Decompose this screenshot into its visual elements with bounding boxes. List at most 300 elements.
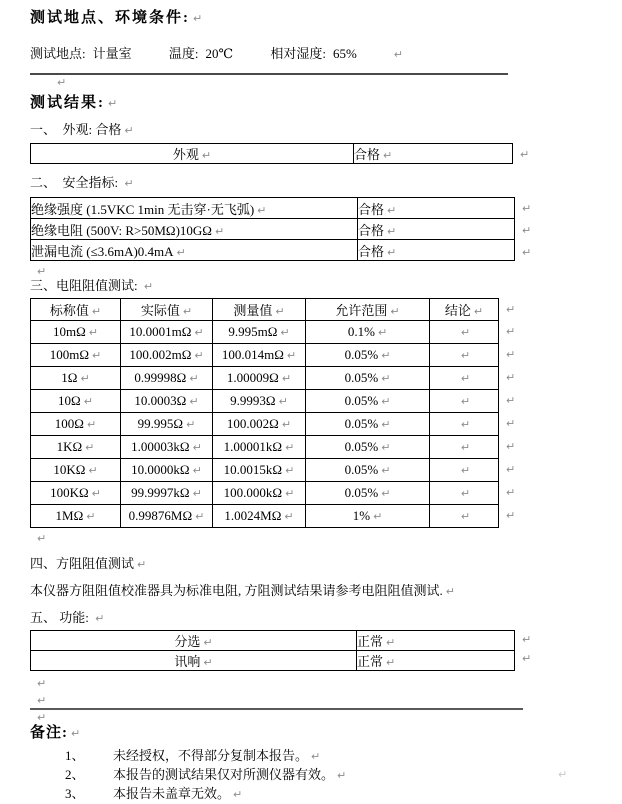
paragraph-mark: ↵: [91, 487, 101, 500]
paragraph-mark: ↵: [91, 305, 102, 318]
cell-text: 0.99876MΩ: [128, 508, 193, 523]
paragraph-mark: ↵: [387, 224, 397, 238]
paragraph-mark: ↵: [522, 633, 532, 646]
paragraph-mark: ↵: [386, 636, 396, 649]
paragraph-mark: ↵: [381, 418, 391, 431]
cell-text: 正常: [357, 654, 384, 669]
cell-text: 0.05%: [344, 439, 379, 454]
paragraph-mark: ↵: [522, 652, 532, 665]
table-row: [31, 631, 515, 651]
cell-text: 外观: [172, 147, 199, 162]
table-row: [31, 651, 515, 671]
empty-paragraph: [30, 710, 622, 722]
test-location: [30, 46, 132, 61]
table-cell: [213, 459, 306, 482]
paragraph-mark: ↵: [381, 349, 391, 362]
paragraph-mark: ↵: [473, 305, 484, 318]
test-location-label: 测试地点:: [30, 46, 86, 61]
table-cell: [31, 144, 354, 164]
cell-text: 100.002mΩ: [129, 347, 192, 362]
cell-text: 100mΩ: [49, 347, 90, 362]
paragraph-mark: ↵: [460, 464, 471, 477]
cell-text: 100KΩ: [50, 485, 89, 500]
section4-heading-text: 四、方阻阻值测试: [30, 556, 135, 571]
paragraph-mark: ↵: [445, 585, 455, 598]
paragraph-mark: ↵: [57, 76, 67, 89]
table-cell: [121, 505, 213, 528]
table-cell: [306, 390, 430, 413]
table-cell: [213, 321, 306, 344]
paragraph-mark: ↵: [88, 326, 98, 339]
table-cell: [430, 390, 499, 413]
row-end-marks: [503, 298, 515, 527]
paragraph-mark: ↵: [83, 395, 93, 408]
table-cell: [354, 144, 513, 164]
table-cell: [31, 198, 358, 219]
empty-paragraph: [30, 264, 622, 277]
table-row: [31, 436, 499, 459]
paragraph-mark: ↵: [285, 441, 295, 454]
paragraph-mark: ↵: [37, 265, 47, 278]
table-cell: [213, 436, 306, 459]
row-end-marks: [519, 197, 531, 263]
remark-text: 本报告的测试结果仅对所测仪器有效。: [113, 767, 335, 782]
paragraph-mark: ↵: [377, 326, 388, 339]
paragraph-mark: ↵: [285, 487, 295, 500]
cell-text: 0.99998Ω: [134, 370, 187, 385]
mark-slot: [503, 343, 515, 366]
paragraph-mark: ↵: [192, 441, 202, 454]
header-cell: [31, 299, 121, 321]
paragraph-mark: ↵: [281, 418, 292, 431]
paragraph-mark: ↵: [383, 149, 393, 162]
paragraph-mark: ↵: [203, 656, 213, 669]
mark-slot: [519, 649, 531, 668]
section1-heading: [30, 121, 622, 139]
function-table-wrap: [30, 630, 622, 671]
paragraph-mark: ↵: [189, 395, 199, 408]
paragraph-mark: ↵: [192, 487, 202, 500]
cell-text: 9.9993Ω: [230, 393, 276, 408]
table-cell: [358, 198, 515, 219]
mark-slot: [503, 320, 515, 343]
table-cell: [121, 321, 213, 344]
empty-paragraph: [30, 531, 622, 545]
cell-text: 10.0001mΩ: [129, 324, 192, 339]
paragraph-mark: ↵: [37, 677, 47, 690]
paragraph-mark: ↵: [520, 147, 530, 161]
table-cell: [306, 413, 430, 436]
cell-text: 1.00003kΩ: [131, 439, 190, 454]
paragraph-mark: ↵: [390, 305, 400, 318]
cell-text: 分选: [174, 634, 201, 649]
paragraph-mark: ↵: [286, 349, 297, 362]
section2-heading-text: 二、 安全指标:: [30, 175, 122, 190]
cell-text: 0.05%: [344, 347, 379, 362]
table-cell: [121, 367, 213, 390]
cell-text: 1%: [352, 508, 371, 523]
table-cell: [430, 505, 499, 528]
paragraph-mark: ↵: [311, 750, 321, 763]
paragraph-mark: ↵: [280, 326, 290, 339]
cell-text: 绝缘电阻 (500V: R>50MΩ)10GΩ: [31, 222, 212, 238]
table-cell: [358, 240, 515, 261]
table-cell: [31, 321, 121, 344]
paragraph-mark: ↵: [214, 224, 225, 238]
appearance-table: [30, 143, 513, 164]
mark-slot: [503, 412, 515, 435]
paragraph-mark: ↵: [506, 440, 516, 453]
cell-text: 1.0024MΩ: [224, 508, 282, 523]
cell-text: 99.9997kΩ: [131, 485, 190, 500]
humidity-value: 65%: [332, 46, 357, 61]
table-cell: [31, 413, 121, 436]
cell-text: 10KΩ: [53, 462, 86, 477]
table-cell: [31, 367, 121, 390]
table-cell: [430, 344, 499, 367]
table-row: [31, 390, 499, 413]
cell-text: 0.05%: [344, 416, 379, 431]
remark-item: [30, 747, 622, 766]
mark-slot: [503, 389, 515, 412]
paragraph-mark: ↵: [182, 305, 193, 318]
table-row: [31, 198, 515, 219]
paragraph-mark: ↵: [124, 177, 134, 190]
section3-heading: [30, 277, 622, 295]
paragraph-mark: ↵: [460, 395, 471, 408]
paragraph-mark: ↵: [381, 464, 391, 477]
paragraph-mark: ↵: [506, 509, 516, 522]
cell-text: 合格: [354, 147, 381, 162]
remark-item: [30, 766, 622, 785]
table-cell: [213, 413, 306, 436]
cell-text: 泄漏电流 (≤3.6mA)0.4mA: [31, 243, 174, 259]
table-cell: [358, 219, 515, 240]
paragraph-mark: ↵: [460, 326, 471, 339]
paragraph-mark: ↵: [37, 694, 47, 707]
paragraph-mark: ↵: [186, 418, 196, 431]
paragraph-mark: ↵: [337, 769, 347, 782]
paragraph-mark: ↵: [203, 636, 213, 649]
paragraph-mark: ↵: [284, 510, 294, 523]
paragraph-mark: ↵: [506, 463, 516, 476]
table-cell: [31, 390, 121, 413]
cell-text: 合格: [358, 222, 385, 238]
mark-slot: [503, 458, 515, 481]
paragraph-mark: ↵: [460, 418, 471, 431]
header-cell: [213, 299, 306, 321]
cell-text: 10.0015kΩ: [223, 462, 283, 477]
header-text: 标称值: [49, 303, 89, 318]
table-cell: [306, 367, 430, 390]
table-row: [31, 459, 499, 482]
cell-text: 1.00009Ω: [226, 370, 279, 385]
paragraph-mark: ↵: [387, 245, 397, 259]
paragraph-mark: ↵: [386, 656, 396, 669]
remark-text: 未经授权，不得部分复制本报告。: [113, 748, 309, 763]
paragraph-mark: ↵: [381, 372, 391, 385]
table-cell: [121, 413, 213, 436]
table-cell: [31, 482, 121, 505]
table-row: [31, 344, 499, 367]
table-cell: [213, 390, 306, 413]
table-cell: [121, 436, 213, 459]
paragraph-mark: ↵: [257, 203, 267, 217]
paragraph-mark: ↵: [506, 486, 516, 499]
section4-note: [30, 582, 622, 600]
paragraph-mark: ↵: [233, 788, 243, 801]
section5-heading-text: 五、 功能:: [30, 610, 93, 625]
paragraph-mark: ↵: [80, 372, 90, 385]
table-cell: [31, 219, 358, 240]
resistance-table: [30, 298, 499, 528]
header-text: 测量值: [233, 303, 273, 318]
paragraph-mark: ↵: [192, 464, 202, 477]
table-row: [31, 321, 499, 344]
paragraph-mark: ↵: [460, 510, 471, 523]
cell-text: 合格: [358, 201, 385, 217]
cell-text: 1.00001kΩ: [223, 439, 283, 454]
paragraph-mark: ↵: [506, 417, 516, 430]
cell-text: 99.995Ω: [137, 416, 184, 431]
mark-slot: [503, 504, 515, 527]
table-cell: [430, 367, 499, 390]
table-cell: [306, 436, 430, 459]
paragraph-mark: ↵: [176, 245, 186, 259]
empty-paragraph: [30, 693, 622, 705]
table-cell: [213, 505, 306, 528]
environment-line: [30, 44, 622, 64]
paragraph-mark: ↵: [522, 223, 532, 237]
paragraph-mark: ↵: [194, 349, 204, 362]
table-cell: [430, 413, 499, 436]
paragraph-mark: ↵: [506, 325, 516, 338]
row-end-marks: [517, 143, 529, 165]
table-cell: [213, 482, 306, 505]
table-cell: [306, 344, 430, 367]
paragraph-mark: ↵: [37, 711, 47, 724]
results-title: 测试结果:: [30, 95, 105, 111]
table-row: [31, 367, 499, 390]
cell-text: 1Ω: [61, 370, 78, 385]
cell-text: 合格: [358, 243, 385, 259]
cell-text: 10mΩ: [53, 324, 86, 339]
paragraph-mark: ↵: [194, 326, 204, 339]
table-cell: [121, 482, 213, 505]
mark-slot: [503, 366, 515, 389]
row-end-marks: [519, 630, 531, 668]
humidity: [270, 46, 356, 61]
paragraph-mark: ↵: [143, 280, 154, 293]
cell-text: 10.0003Ω: [134, 393, 187, 408]
table-cell: [430, 459, 499, 482]
paragraph-mark: ↵: [558, 768, 568, 781]
table-cell: [430, 436, 499, 459]
paragraph-mark: ↵: [522, 201, 532, 215]
paragraph-mark: ↵: [460, 349, 471, 362]
cell-text: 100Ω: [54, 416, 84, 431]
header-cell: [430, 299, 499, 321]
table-cell: [430, 482, 499, 505]
mark-slot: [503, 435, 515, 458]
paragraph-mark: ↵: [88, 464, 98, 477]
results-title-line: [30, 93, 622, 114]
paragraph-mark: ↵: [137, 558, 147, 571]
paragraph-mark: ↵: [373, 510, 383, 523]
table-header-row: [31, 299, 499, 321]
humidity-label: 相对湿度:: [270, 46, 326, 61]
cell-text: 1KΩ: [56, 439, 83, 454]
table-cell: [213, 367, 306, 390]
section4-heading: [30, 555, 622, 573]
table-cell: [357, 631, 515, 651]
paragraph-mark: ↵: [381, 441, 391, 454]
remarks-title-line: [30, 723, 622, 744]
table-row: [31, 219, 515, 240]
paragraph-mark: ↵: [393, 48, 403, 61]
table-row: [31, 240, 515, 261]
section1-heading-text: 一、 外观: 合格: [30, 122, 122, 137]
table-cell: [306, 321, 430, 344]
table-cell: [306, 482, 430, 505]
section5-heading: [30, 609, 622, 627]
table-cell: [306, 505, 430, 528]
cell-text: 0.05%: [344, 370, 379, 385]
table-cell: [31, 459, 121, 482]
paragraph-mark: ↵: [460, 441, 471, 454]
paragraph-mark: ↵: [201, 149, 212, 162]
paragraph-mark: ↵: [281, 372, 292, 385]
paragraph-mark: ↵: [381, 395, 391, 408]
safety-table-wrap: [30, 197, 622, 263]
paragraph-mark: ↵: [522, 245, 532, 259]
table-cell: [31, 436, 121, 459]
header-text: 结论: [444, 303, 471, 318]
function-table: [30, 630, 515, 671]
table-cell: [31, 651, 357, 671]
table-cell: [31, 240, 358, 261]
table-row: [31, 505, 499, 528]
cell-text: 100.002Ω: [226, 416, 279, 431]
paragraph-mark: ↵: [37, 532, 47, 545]
paragraph-mark: ↵: [275, 305, 285, 318]
remark-number: 3、: [65, 786, 85, 801]
appearance-table-wrap: [30, 143, 622, 165]
mark-slot: [503, 298, 515, 320]
paragraph-mark: ↵: [506, 371, 516, 384]
paragraph-mark: ↵: [460, 487, 471, 500]
remark-text: 本报告未盖章无效。: [113, 786, 231, 801]
mark-slot: [519, 630, 531, 649]
cell-text: 0.05%: [344, 462, 379, 477]
table-cell: [213, 344, 306, 367]
table-row: [31, 482, 499, 505]
paragraph-mark: ↵: [285, 464, 295, 477]
paragraph-mark: ↵: [506, 394, 516, 407]
cell-text: 0.1%: [347, 324, 375, 339]
paragraph-mark: ↵: [71, 727, 81, 740]
paragraph-mark: ↵: [85, 441, 95, 454]
paragraph-mark: ↵: [387, 203, 397, 217]
cell-text: 100.014mΩ: [221, 347, 284, 362]
paragraph-mark: ↵: [86, 510, 96, 523]
table-cell: [121, 459, 213, 482]
table-cell: [430, 321, 499, 344]
cell-text: 0.05%: [344, 485, 379, 500]
table-cell: [357, 651, 515, 671]
paragraph-mark: ↵: [195, 510, 205, 523]
table-cell: [31, 505, 121, 528]
mark-slot: [503, 481, 515, 504]
table-cell: [31, 631, 357, 651]
mark-slot: [519, 241, 531, 263]
cell-text: 10Ω: [58, 393, 81, 408]
test-location-value: 计量室: [92, 46, 132, 61]
paragraph-mark: ↵: [278, 395, 288, 408]
paragraph-mark: ↵: [92, 349, 102, 362]
cell-text: 1MΩ: [55, 508, 84, 523]
paragraph-mark: ↵: [189, 372, 199, 385]
resistance-table-wrap: [30, 298, 622, 528]
cell-text: 100.000kΩ: [223, 485, 283, 500]
table-cell: [306, 459, 430, 482]
cell-text: 10.0000kΩ: [131, 462, 190, 477]
paragraph-mark: ↵: [124, 124, 134, 137]
paragraph-mark: ↵: [381, 487, 391, 500]
header-text: 实际值: [140, 303, 180, 318]
mark-slot: [519, 197, 531, 219]
paragraph-mark: ↵: [460, 372, 471, 385]
table-row: [31, 144, 513, 164]
section3-heading-text: 三、电阻阻值测试:: [30, 278, 141, 293]
empty-paragraph: [30, 676, 622, 688]
cell-text: 9.995mΩ: [228, 324, 278, 339]
paragraph-mark: ↵: [95, 612, 105, 625]
header-text: 允许范围: [335, 303, 388, 318]
temperature-label: 温度:: [168, 46, 199, 61]
paragraph-mark: ↵: [506, 302, 516, 316]
safety-table: [30, 197, 515, 261]
header-cell: [306, 299, 430, 321]
mark-slot: [519, 219, 531, 241]
cell-text: 0.05%: [344, 393, 379, 408]
remarks-title: 备注:: [30, 725, 68, 741]
remark-number: 1、: [65, 748, 85, 763]
cell-text: 正常: [357, 634, 384, 649]
temperature-value: 20℃: [205, 46, 234, 61]
section4-note-text: 本仪器方阻阻值校准器具为标准电阻, 方阻测试结果请参考电阻阻值测试.: [30, 583, 443, 598]
paragraph-mark: ↵: [506, 348, 516, 361]
cell-text: 绝缘强度 (1.5VKC 1min 无击穿·无飞弧): [31, 201, 255, 217]
table-row: [31, 413, 499, 436]
page-title: 测试地点、环境条件:: [30, 10, 190, 26]
table-cell: [31, 344, 121, 367]
empty-paragraph: [30, 75, 622, 91]
mark-slot: [517, 143, 529, 165]
table-cell: [121, 344, 213, 367]
paragraph-mark: ↵: [86, 418, 97, 431]
section2-heading: [30, 174, 622, 192]
env-section-title-line: [30, 8, 622, 29]
remark-item: [30, 785, 622, 804]
paragraph-mark: ↵: [108, 97, 118, 110]
paragraph-mark: ↵: [193, 12, 203, 25]
header-cell: [121, 299, 213, 321]
table-cell: [121, 390, 213, 413]
temperature: [169, 46, 233, 61]
remark-number: 2、: [65, 767, 85, 782]
cell-text: 讯响: [174, 654, 201, 669]
